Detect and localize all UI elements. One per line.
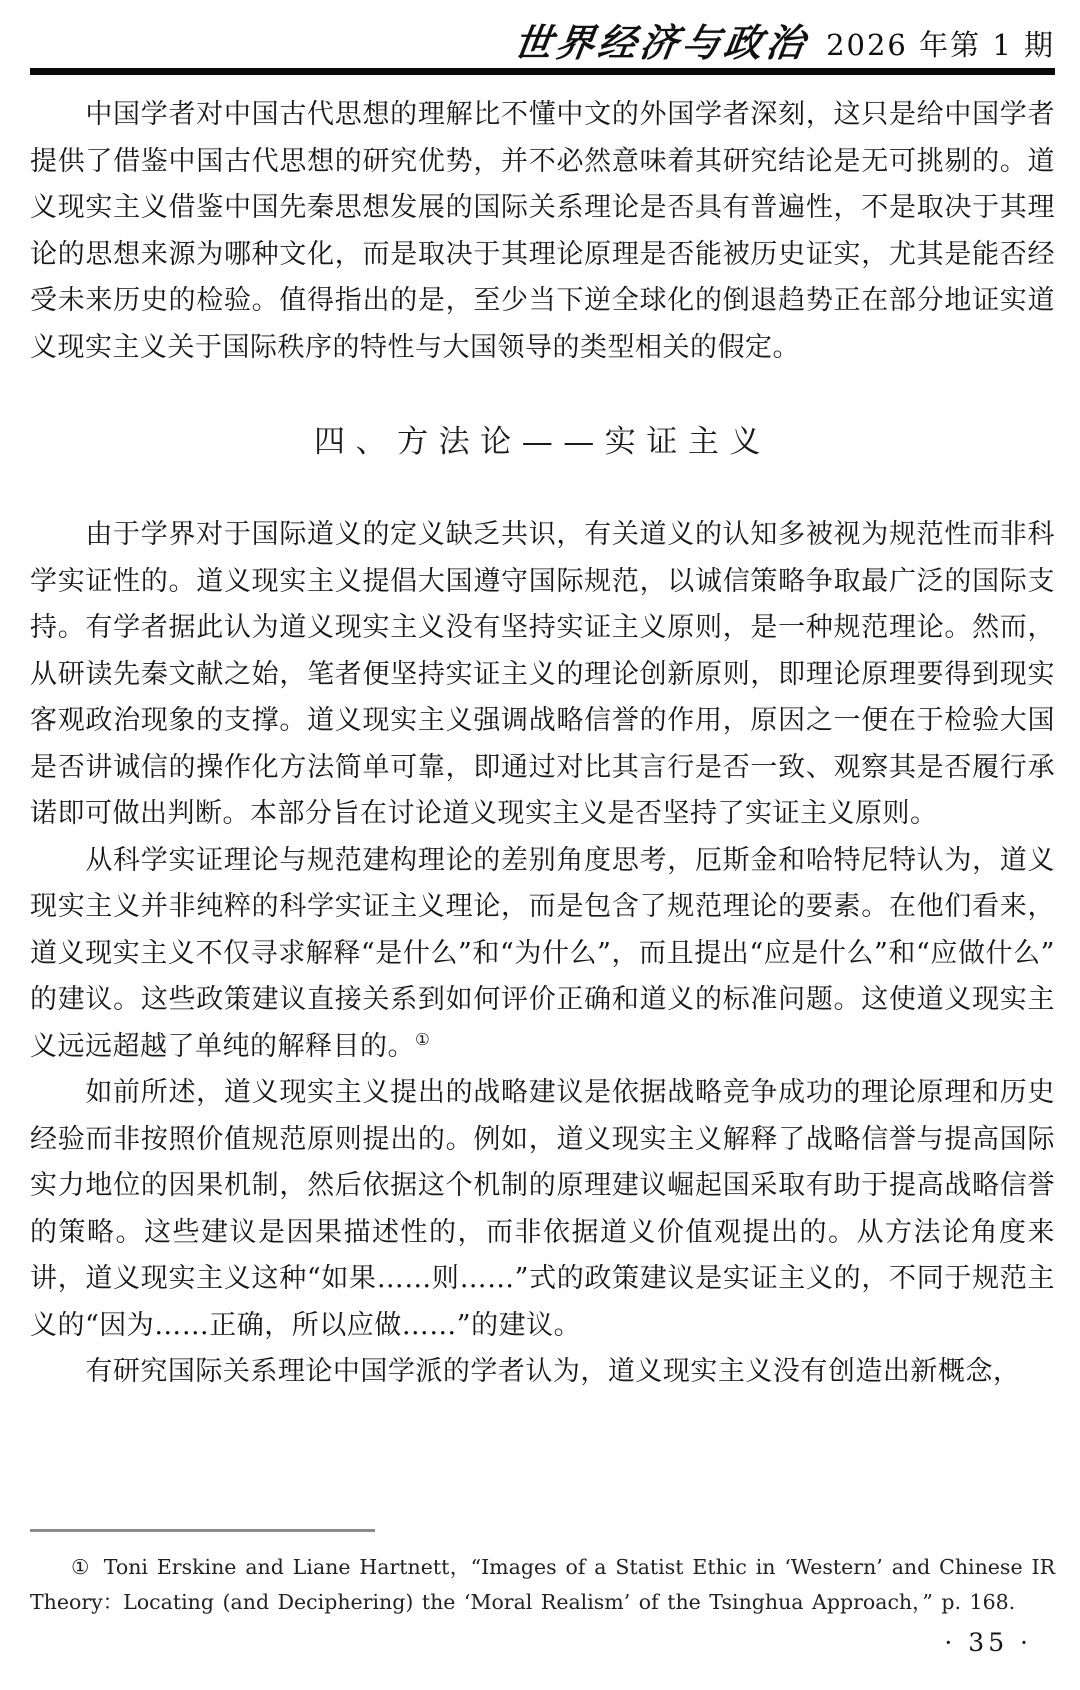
footnote-text: Toni Erskine and Liane Hartnett，“Images of a Statist Ethic in ‘Western’ and Chinese IR Theory：Locating (and Deciphering) the ‘Moral Realism’ of the Tsinghua Approach，” p. 168. <box>30 1555 1055 1614</box>
page-number: · 35 · <box>944 1628 1032 1657</box>
header-rule <box>30 68 1055 75</box>
issue-info: 2026 年第 1 期 <box>826 28 1055 62</box>
article-body <box>30 92 1055 1396</box>
paragraph-3 <box>30 838 1055 1071</box>
paragraph-1: 中国学者对中国古代思想的理解比不懂中文的外国学者深刻，这只是给中国学者提供了借鉴中国古代思想的研究优势，并不必然意味着其研究结论是无可挑剔的。道义现实主义借鉴中国先秦思想发展的国际关系理论是否具有普遍性，不是取决于其理论的思想来源为哪种文化，而是取决于其理论原理是否能被历史证实，尤其是能否经受未来历史的检验。值得指出的是，至少当下逆全球化的倒退趋势正在部分地证实道义现实主义关于国际秩序的特性与大国领导的类型相关的假定。 <box>30 99 1055 363</box>
paragraph-4: 如前所述，道义现实主义提出的战略建议是依据战略竞争成功的理论原理和历史经验而非按照价值规范原则提出的。例如，道义现实主义解释了战略信誉与提高国际实力地位的因果机制，然后依据这个机制的原理建议崛起国采取有助于提高战略信誉的策略。这些建议是因果描述性的，而非依据道义价值观提出的。从方法论角度来讲，道义现实主义这种“如果……则……”式的政策建议是实证主义的，不同于规范主义的“因为……正确，所以应做……”的建议。 <box>30 1077 1055 1341</box>
paragraph-3-text: 从科学实证理论与规范建构理论的差别角度思考，厄斯金和哈特尼特认为，道义现实主义并非纯粹的科学实证主义理论，而是包含了规范理论的要素。在他们看来，道义现实主义不仅寻求解释“是什么”和“为什么”，而且提出“应是什么”和“应做什么”的建议。这些政策建议直接关系到如何评价正确和道义的标准问题。这使道义现实主义远远超越了单纯的解释目的。 <box>30 844 1055 1062</box>
footnote-reference-1: ① <box>415 1028 431 1049</box>
paragraph-2: 由于学界对于国际道义的定义缺乏共识，有关道义的认知多被视为规范性而非科学实证性的。道义现实主义提倡大国遵守国际规范，以诚信策略争取最广泛的国际支持。有学者据此认为道义现实主义没有坚持实证主义原则，是一种规范理论。然而，从研读先秦文献之始，笔者便坚持实证主义的理论创新原则，即理论原理要得到现实客观政治现象的支撑。道义现实主义强调战略信誉的作用，原因之一便在于检验大国是否讲诚信的操作化方法简单可靠，即通过对比其言行是否一致、观察其是否履行承诺即可做出判断。本部分旨在讨论道义现实主义是否坚持了实证主义原则。 <box>30 519 1055 829</box>
footnote-rule <box>30 1529 375 1532</box>
page-header <box>30 12 1055 64</box>
journal-logo: 世界经济与政治 <box>511 20 812 65</box>
footnote-marker: ① <box>71 1555 90 1579</box>
footnote <box>30 1550 1055 1620</box>
paragraph-5: 有研究国际关系理论中国学派的学者认为，道义现实主义没有创造出新概念， <box>85 1356 1021 1387</box>
section-heading: 四、方法论——实证主义 <box>314 424 771 460</box>
